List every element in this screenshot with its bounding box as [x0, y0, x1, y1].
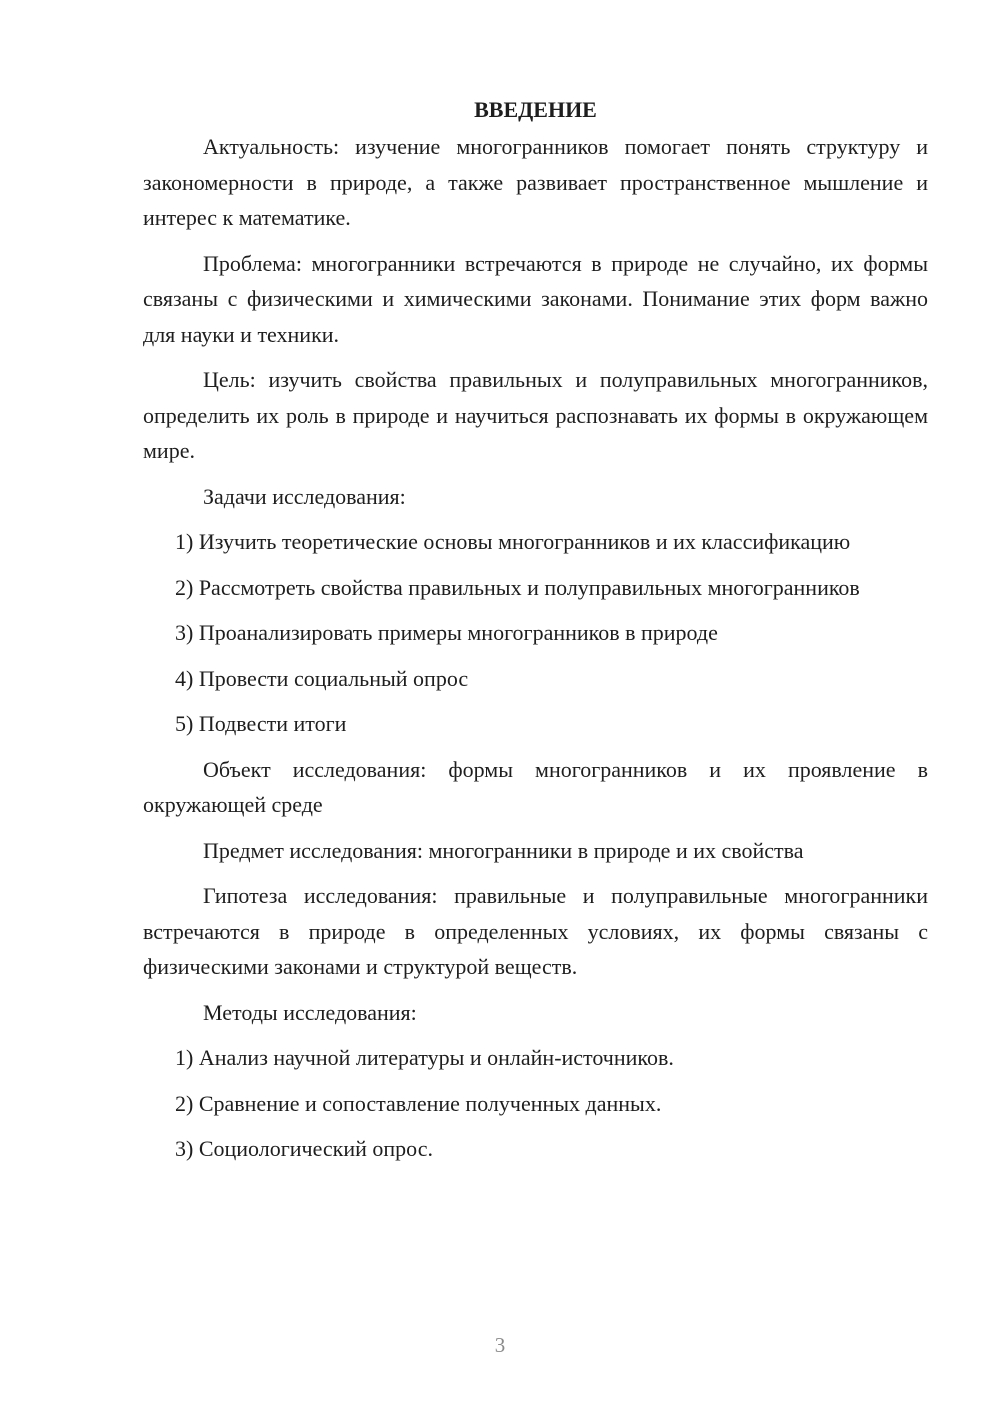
- task-item: 2) Рассмотреть свойства правильных и полуправильных многогранников: [175, 574, 860, 600]
- paragraph-object: Объект исследования: формы многогранников и их проявление в окружающей среде: [143, 756, 928, 817]
- page-number: 3: [494, 1333, 506, 1357]
- task-item: 1) Изучить теоретические основы многогранников и их классификацию: [175, 529, 851, 554]
- method-item: 1) Анализ научной литературы и онлайн-источников.: [175, 1045, 674, 1070]
- paragraph-problem: Проблема: многогранники встречаются в природе не случайно, их формы связаны с физическими и химическими законами. Понимание этих форм важно для науки и техники.: [143, 250, 928, 347]
- method-item: 3) Социологический опрос.: [175, 1136, 433, 1161]
- page-title: ВВЕДЕНИЕ: [474, 97, 597, 122]
- paragraph-relevance: Актуальность: изучение многогранников помогает понять структуру и закономерности в природе, а также развивает пространственное мышление и интерес к математике.: [143, 134, 928, 230]
- paragraph-subject: Предмет исследования: многогранники в природе и их свойства: [203, 837, 804, 863]
- task-item: 3) Проанализировать примеры многогранников в природе: [175, 620, 718, 645]
- tasks-heading: Задачи исследования:: [203, 483, 406, 509]
- paragraph-goal: Цель: изучить свойства правильных и полуправильных многогранников, определить их роль в природе и научиться распознавать их формы в окружающем мире.: [143, 367, 928, 463]
- method-item: 2) Сравнение и сопоставление полученных данных.: [175, 1090, 662, 1116]
- page-content: [143, 92, 928, 1177]
- task-item: 4) Провести социальный опрос: [175, 665, 469, 691]
- paragraph-hypothesis: Гипотеза исследования: правильные и полуправильные многогранники встречаются в природе в определенных условиях, их формы связаны с физическими законами и структурой веществ.: [143, 883, 928, 979]
- task-item: 5) Подвести итоги: [175, 711, 347, 736]
- methods-heading: Методы исследования:: [203, 999, 417, 1025]
